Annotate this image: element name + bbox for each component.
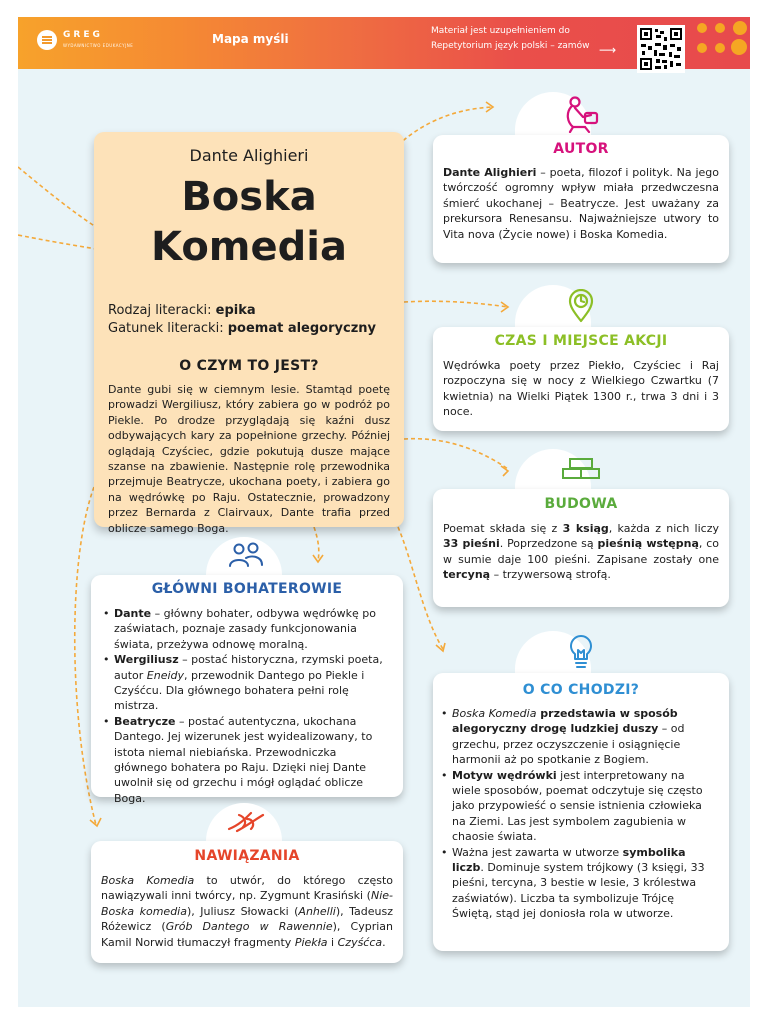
reference-title: Anhelli — [298, 904, 336, 918]
brand-tagline: WYDAWNICTWO EDUKACYJNE — [63, 43, 134, 48]
time-place-text: Wędrówka poety przez Piekło, Czyściec i Raj rozpoczyna się w nocy z Wielkiego Czwartku (7 kwietnia) na Wielki Piątek 1300 r., trwa 3 dni i 3 noce. — [443, 359, 719, 419]
clock-pin-icon — [567, 289, 595, 323]
about-text: Dante gubi się w ciemnym lesie. Stamtąd poetę prowadzi Wergiliusz, który zabiera go w podróż po Piekle. Po drodze przyglądają się kaźni dusz odbywających kary za popełnione grzechy. Później oglądają Czyściec, gdzie pokutują dusze mające szanse na zbawienie. Następnie rolę przewodnika przejmuje Beatrycze, ukochana poety, i zabiera go na wędrówkę po Raju. Ostatecznie, prowadzony przez Bernarda z Clairvaux, Dante trafia przed oblicze samego Boga. — [108, 383, 390, 535]
header-note-line1: Materiał jest uzupełnieniem do — [431, 26, 570, 36]
meaning-bold: symbolika liczb — [452, 845, 686, 875]
genre-line — [108, 302, 376, 320]
genre-label: Rodzaj literacki: — [108, 303, 212, 318]
structure-text-part: . Poprzedzone są — [499, 537, 598, 551]
knot-icon — [225, 807, 267, 837]
reference-title: Grób Dantego w Rawennie — [165, 920, 333, 934]
main-card — [94, 132, 404, 535]
meaning-text: Ważna jest zawarta w utworze — [452, 845, 623, 859]
reference-text: ), Juliusz Słowacki ( — [186, 904, 299, 918]
author-name: Dante Alighieri — [189, 146, 309, 165]
references-heading: NAWIĄZANIA — [194, 848, 300, 864]
work-title — [94, 172, 404, 272]
structure-card — [433, 489, 729, 607]
characters-list — [101, 606, 387, 806]
page-title: Mapa myśli — [212, 32, 289, 46]
author-bio-text: – poeta, filozof i polityk. Na jego twórczość ogromny wpływ miała przedwczesna śmierć ukochanej – Beatrycze. Jest uważany za prekursora Renesansu. Najważniejsze utwory to Vita nova (Życie nowe) i Boska Komedia. — [443, 166, 719, 241]
author-card — [433, 135, 729, 263]
reference-title: Piekła — [294, 935, 328, 949]
meaning-bold: przedstawia w sposób alegoryczny drogę ludzkiej duszy — [452, 707, 678, 736]
character-item — [101, 714, 387, 806]
bricks-icon — [561, 457, 601, 481]
book-reader-icon — [561, 95, 601, 133]
author-text — [443, 165, 719, 242]
reference-title: Boska Komedia — [101, 874, 195, 887]
people-icon — [227, 541, 265, 569]
meaning-text: – od grzechu, przez oczyszczenie i osiągnięcie harmonii aż po spotkanie z Bogiem. — [452, 722, 685, 767]
structure-text-part: – trzywersową strofą. — [490, 568, 611, 582]
meaning-text: jest interpretowany na wiele sposobów, poemat odczytuje się często jako przypowieść o sensie istnienia człowieka na Ziemi. Las jest symbolem zagubienia w chaosie świata. — [452, 768, 703, 844]
lightbulb-icon — [566, 633, 596, 671]
character-name: Dante — [114, 607, 152, 620]
page — [18, 17, 750, 1007]
character-desc: – główny bohater, odbywa wędrówkę po zaświatach, poznaje zasady funkcjonowania świata, przeżywa odnowę moralną. — [114, 607, 376, 651]
structure-bold-part: 33 pieśni — [443, 537, 500, 551]
structure-text — [443, 521, 719, 583]
about-heading: O CZYM TO JEST? — [179, 358, 319, 374]
characters-card — [91, 575, 403, 805]
character-item — [101, 606, 387, 652]
character-desc: , przewodnik Dantego po Piekle i Czyśćcu. Dla głównego bohatera pełni rolę mistrza. — [114, 668, 365, 713]
structure-bold-part: pieśnią wstępną — [597, 537, 699, 551]
structure-text-part: , każda z nich liczy — [608, 522, 719, 535]
references-card — [91, 841, 403, 963]
meaning-italic: Boska Komedia — [452, 707, 537, 720]
reference-text: to utwór, do którego często nawiązywali inni twórcy, np. Zygmunt Krasiński ( — [101, 874, 393, 903]
header-note-line2: Repetytorium język polski – zamów — [431, 41, 590, 51]
time-place-card — [433, 327, 729, 431]
meaning-item — [439, 768, 705, 845]
type-line — [108, 320, 376, 338]
character-name: Beatrycze — [114, 714, 176, 728]
character-desc-italic: Eneidy — [146, 668, 185, 682]
character-desc: – postać autentyczna, ukochana Dantego. Jej wizerunek jest wyidealizowany, to istota niemal niebiańska. Przewodniczka głównego bohatera po Raju. Dzięki niej Dante uwolnił się od grzechu i mógł oglądać oblicze Boga. — [114, 714, 373, 805]
references-text — [101, 873, 393, 950]
reference-text: ), Tadeusz Różewicz ( — [101, 904, 393, 934]
brand-name: GREG — [63, 30, 103, 40]
meaning-heading: O CO CHODZI? — [522, 682, 640, 698]
meaning-item — [439, 845, 705, 922]
meaning-text: . Dominuje system trójkowy (3 księgi, 33 pieśni, tercyna, 3 bestie w lesie, 3 królestwa zaświatów). Liczba ta symbolizuje Trójcę Świętą, stąd jej doniosła rola w utworze. — [452, 861, 705, 921]
character-desc: – postać historyczna, rzymski poeta, autor — [114, 653, 383, 682]
character-name: Wergiliusz — [114, 653, 179, 667]
meaning-item — [439, 706, 705, 768]
structure-heading: BUDOWA — [544, 496, 618, 512]
reference-title: Czyśćca — [337, 935, 383, 949]
meaning-card — [433, 673, 729, 951]
meaning-list — [439, 706, 705, 922]
type-label: Gatunek literacki: — [108, 321, 224, 336]
type-value: poemat alegoryczny — [227, 321, 376, 336]
work-title-line1: Boska — [181, 174, 317, 220]
author-bio-name: Dante Alighieri — [443, 166, 537, 179]
character-item — [101, 652, 387, 714]
structure-text-part: , co w sumie daje 100 pieśni. Zapisane zostały one — [443, 537, 719, 566]
reference-title: Nie-Boska komedia — [101, 889, 393, 918]
meaning-bold: Motyw wędrówki — [452, 768, 557, 782]
characters-heading: GŁÓWNI BOHATEROWIE — [151, 581, 343, 597]
work-title-line2: Komedia — [151, 224, 347, 270]
structure-text-part: Poemat składa się z — [443, 522, 563, 535]
time-place-heading: CZAS I MIEJSCE AKCJI — [494, 333, 668, 349]
author-heading: AUTOR — [553, 141, 609, 157]
reference-text: ), Cyprian Kamil Norwid tłumaczył fragmenty — [101, 920, 393, 949]
genre-info — [108, 302, 376, 338]
structure-bold-part: tercyną — [443, 568, 491, 582]
structure-bold-part: 3 ksiąg — [562, 522, 609, 535]
genre-value: epika — [215, 303, 256, 318]
reference-text: . — [382, 935, 386, 949]
reference-text: i — [327, 935, 338, 949]
arrow-right-icon: ⟶ — [599, 43, 617, 57]
